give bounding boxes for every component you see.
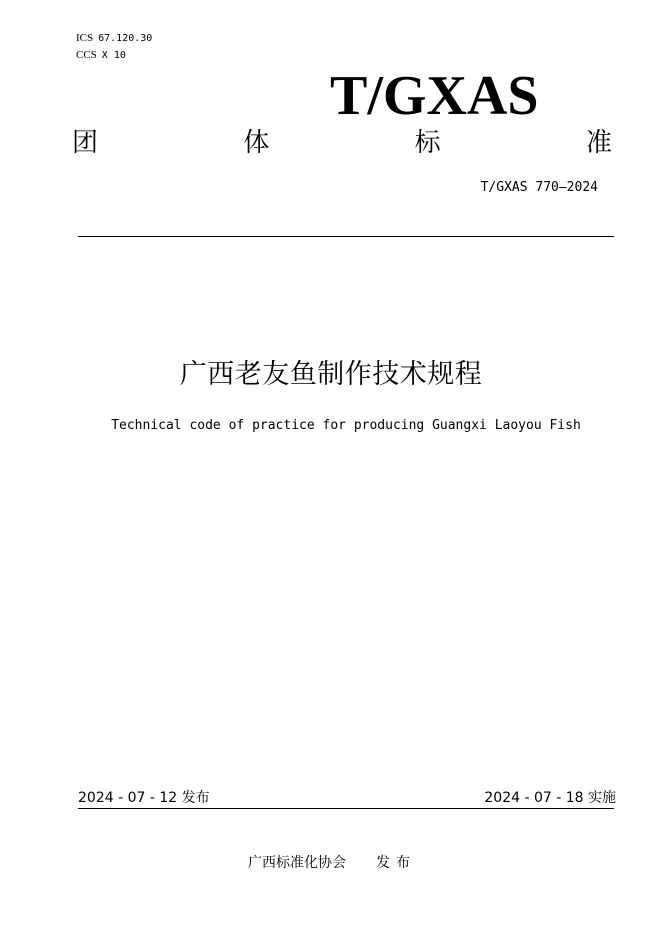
document-title-chinese: 广西老友鱼制作技术规程 <box>179 359 483 390</box>
ics-classification <box>76 31 152 46</box>
ics-label: ICS <box>76 32 94 44</box>
document-title-english: Technical code of practice for producing Guangxi Laoyou Fish <box>111 418 581 433</box>
standard-type-char: 标 <box>414 128 441 158</box>
standard-logo: T/GXAS <box>330 65 539 127</box>
ics-code: 67.120.30 <box>98 33 153 44</box>
ccs-label: CCS <box>76 49 97 61</box>
header-divider <box>78 236 614 237</box>
standard-type-heading <box>72 126 612 160</box>
standard-type-char: 准 <box>585 128 612 158</box>
issue-date: 2024 - 07 - 12 发布 <box>78 790 210 806</box>
footer-divider <box>78 808 614 809</box>
standard-number: T/GXAS 770—2024 <box>480 180 598 195</box>
publisher-name: 广西标准化协会 <box>248 855 346 871</box>
publisher-line <box>248 854 416 872</box>
standard-type-char: 体 <box>243 128 270 158</box>
ccs-classification <box>76 48 126 63</box>
standard-type-char: 团 <box>72 128 99 158</box>
ccs-code: X 10 <box>101 50 126 61</box>
publish-action: 发布 <box>376 855 416 871</box>
effective-date: 2024 - 07 - 18 实施 <box>484 790 616 806</box>
